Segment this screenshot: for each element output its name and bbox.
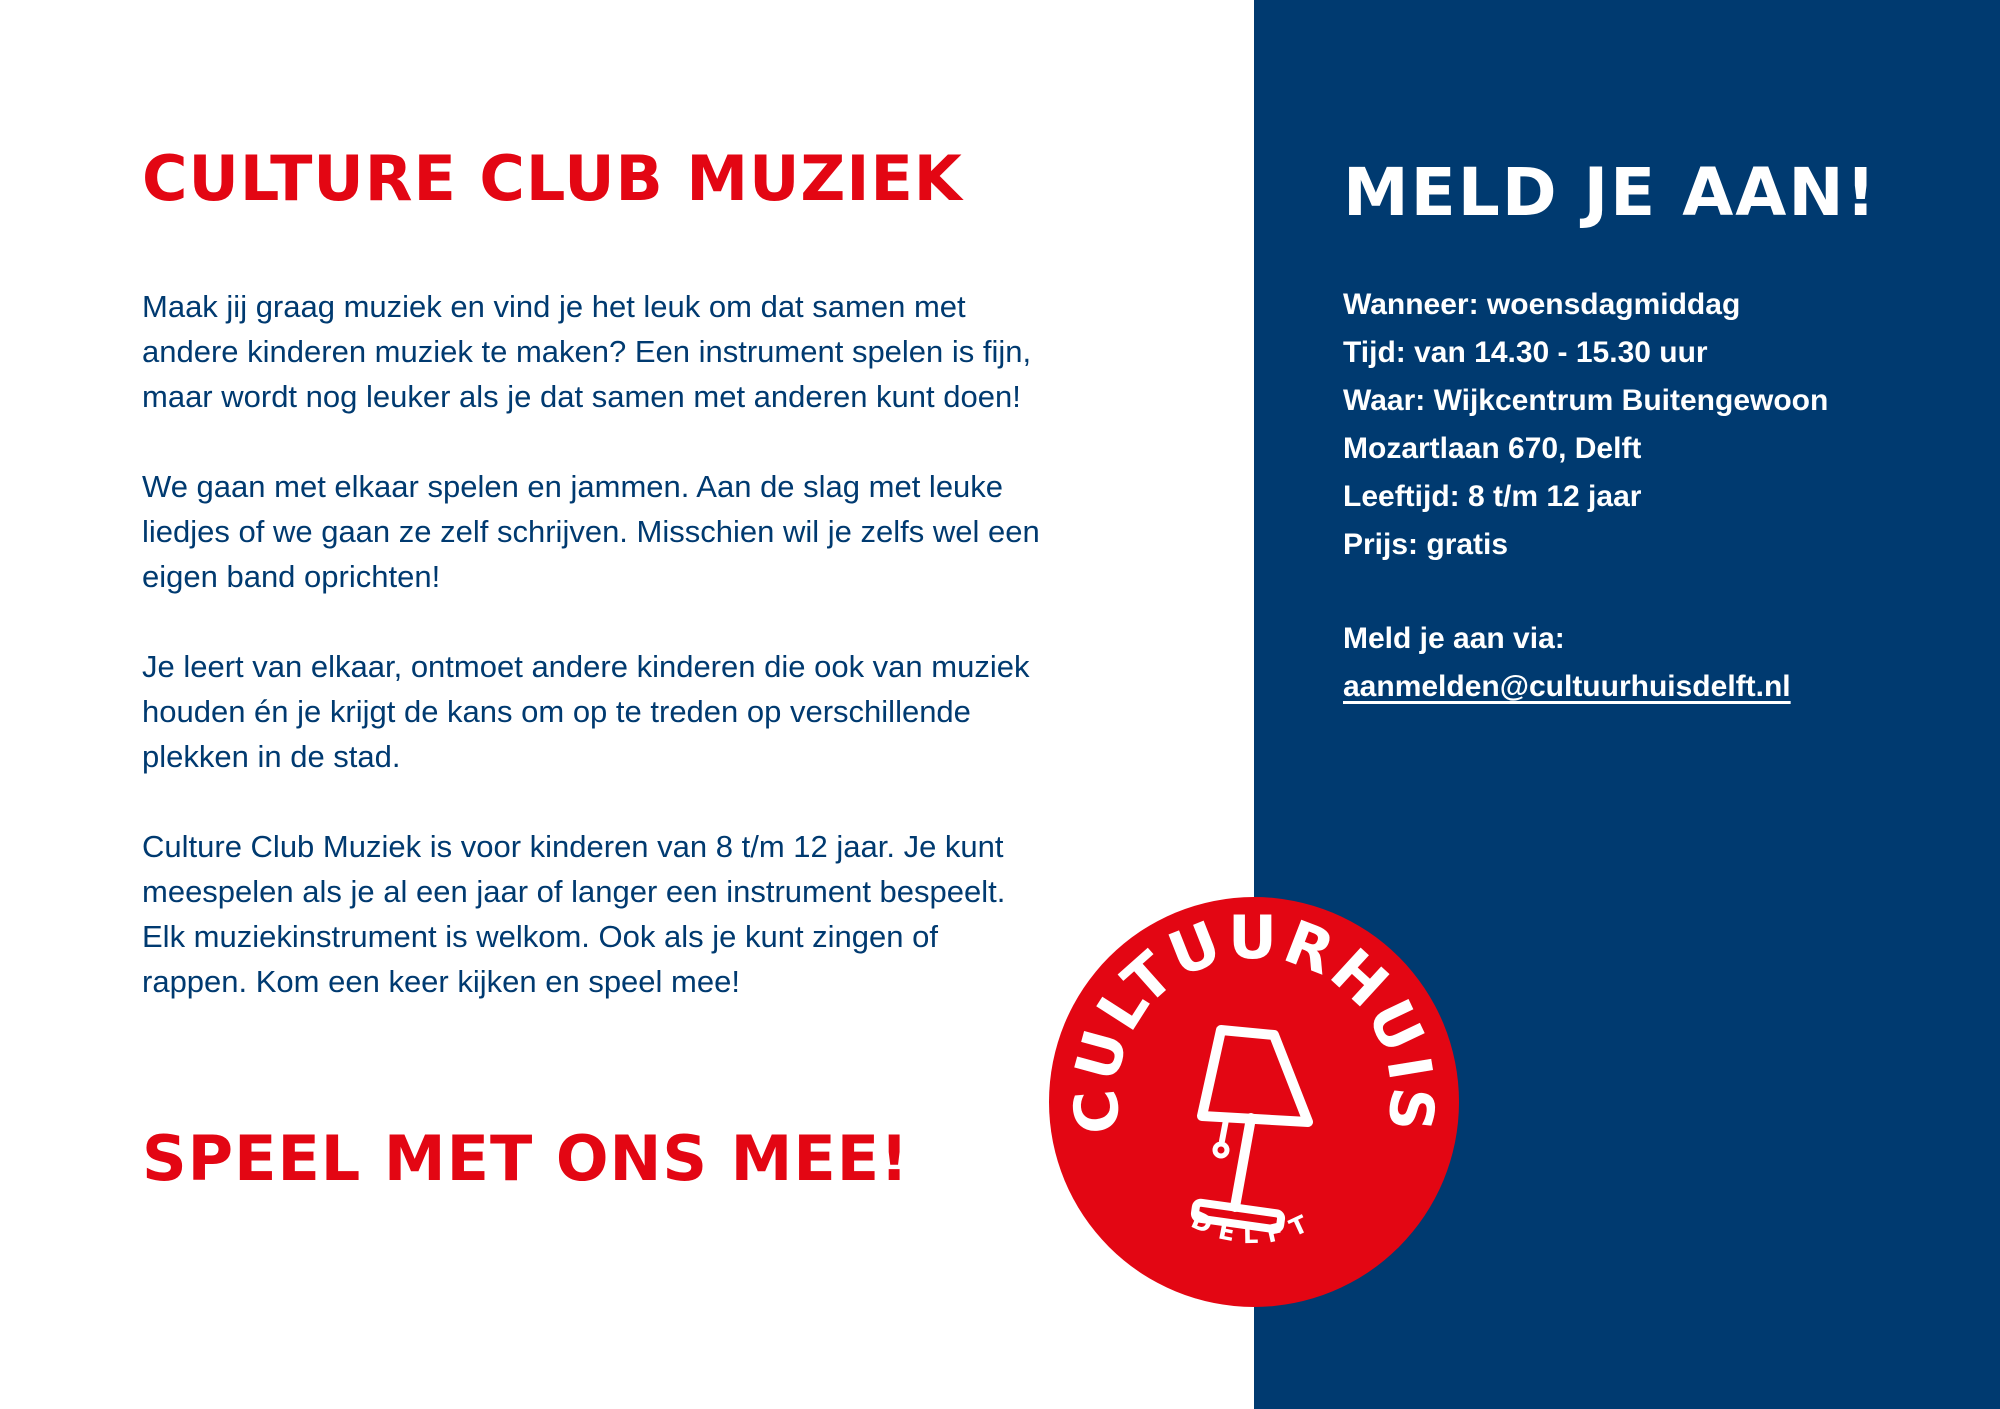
info-line-age: Leeftijd: 8 t/m 12 jaar: [1343, 480, 1642, 513]
description-paragraph-4: Culture Club Muziek is voor kinderen van 8 t/m 12 jaar. Je kunt meespelen als je al een jaar of langer een instrument bespeelt. Elk muziekinstrument is welkom. Ook als je kunt zingen of rappen. Kom een keer kijken en speel mee!: [142, 829, 1006, 999]
event-info-block: [1343, 281, 1963, 569]
signup-heading: MELD JE AAN!: [1343, 154, 1878, 231]
logo-sub-text: DELFT: [1187, 1205, 1321, 1250]
logo-main-text: CULTUURHUIS: [1060, 903, 1448, 1138]
info-line-price: Prijs: gratis: [1343, 528, 1509, 561]
info-line-address: Mozartlaan 670, Delft: [1343, 432, 1642, 465]
description-paragraph-1: Maak jij graag muziek en vind je het leuk om dat samen met andere kinderen muziek te maken? Een instrument spelen is fijn, maar wordt nog leuker als je dat samen met anderen kunt doen!: [142, 289, 1032, 414]
signup-label: Meld je aan via:: [1343, 622, 1565, 655]
info-line-location: Waar: Wijkcentrum Buitengewoon: [1343, 384, 1829, 417]
info-line-time: Tijd: van 14.30 - 15.30 uur: [1343, 336, 1708, 369]
signup-block: [1343, 615, 1963, 711]
info-line-when: Wanneer: woensdagmiddag: [1343, 288, 1741, 321]
call-to-action-heading: SPEEL MET ONS MEE!: [142, 1122, 910, 1195]
cultuurhuis-logo: [1049, 897, 1459, 1307]
description-paragraph-3: Je leert van elkaar, ontmoet andere kinderen die ook van muziek houden én je krijgt de kans om op te treden op verschillende plekken in de stad.: [142, 649, 1030, 774]
description-block: [142, 284, 1122, 1049]
description-paragraph-2: We gaan met elkaar spelen en jammen. Aan de slag met leuke liedjes of we gaan ze zelf schrijven. Misschien wil je zelfs wel een eigen band oprichten!: [142, 469, 1040, 594]
signup-email-link[interactable]: aanmelden@cultuurhuisdelft.nl: [1343, 670, 1791, 703]
page-title: CULTURE CLUB MUZIEK: [142, 142, 963, 215]
